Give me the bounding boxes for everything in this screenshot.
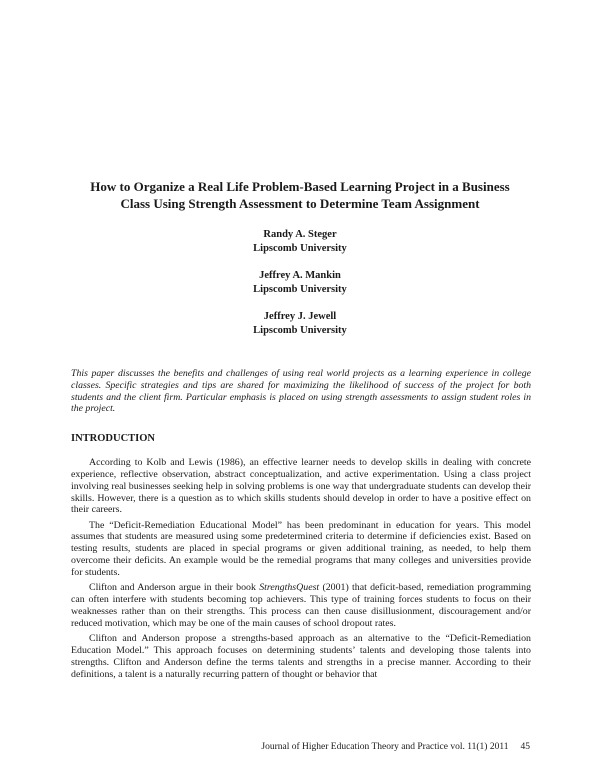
paragraph: Clifton and Anderson propose a strengths-based approach as an alternative to the “Deficit-Remediation Education Model.” This approach focuses on determining students’ talents and developing those talents into strengths. Clifton and Anderson define the terms talents and strengths in a precise manner. According to their definitions, a talent is a naturally recurring pattern of thought or behavior that	[71, 632, 531, 680]
page-number: 45	[520, 742, 530, 752]
author-affiliation: Lipscomb University	[253, 324, 347, 336]
paragraph: The “Deficit-Remediation Educational Model” has been predominant in education for years. This model assumes that students are measured using some predetermined criteria to determine if deficiencies exist. Based on testing results, students are placed in special programs or given additional training, as needed, to help them overcome their deficits. An example would be the remedial programs that many colleges and universities provide for students.	[71, 519, 531, 578]
paragraph: According to Kolb and Lewis (1986), an effective learner needs to develop skills in dealing with concrete experience, reflective observation, abstract conceptualization, and active experimentation. Using a class project involving real businesses seeking help in solving problems is one way that undergraduate students can develop their skills. However, there is a question as to which skills students should develop in order to have a positive effect on their careers.	[71, 457, 531, 516]
author-affiliation: Lipscomb University	[253, 242, 347, 254]
paragraph-text: (2001) that deficit-based, remediation programming can often interfere with students becoming top achievers. This type of training forces students to focus on their weaknesses rather than on their strengths. This process can then cause disillusionment, discouragement and/or reduced motivation, which may be one of the main causes of school dropout rates.	[71, 582, 532, 629]
author-name: Randy A. Steger	[263, 229, 337, 240]
body-text	[71, 457, 531, 680]
journal-citation: Journal of Higher Education Theory and Practice vol. 11(1) 2011	[261, 742, 509, 752]
book-title: StrengthsQuest	[259, 582, 320, 594]
abstract: This paper discusses the benefits and challenges of using real world projects as a learning experience in college classes. Specific strategies and tips are shared for maximizing the likelihood of success of the project for both students and the client firm. Particular emphasis is placed on using strength assessments to assign student roles in the project.	[71, 368, 531, 415]
paragraph-text: Clifton and Anderson argue in their book	[89, 582, 260, 594]
author-block	[150, 310, 450, 337]
paper-title	[60, 178, 540, 212]
author-name: Jeffrey J. Jewell	[263, 311, 337, 322]
author-block	[150, 269, 450, 296]
section-heading: INTRODUCTION	[71, 433, 156, 444]
page-footer	[261, 741, 530, 753]
author-name: Jeffrey A. Mankin	[259, 270, 341, 281]
title-line-2: Class Using Strength Assessment to Determine Team Assignment	[120, 196, 480, 211]
author-block	[150, 228, 450, 255]
author-affiliation: Lipscomb University	[253, 283, 347, 295]
title-line-1: How to Organize a Real Life Problem-Based Learning Project in a Business	[90, 179, 510, 194]
paragraph	[71, 582, 531, 629]
